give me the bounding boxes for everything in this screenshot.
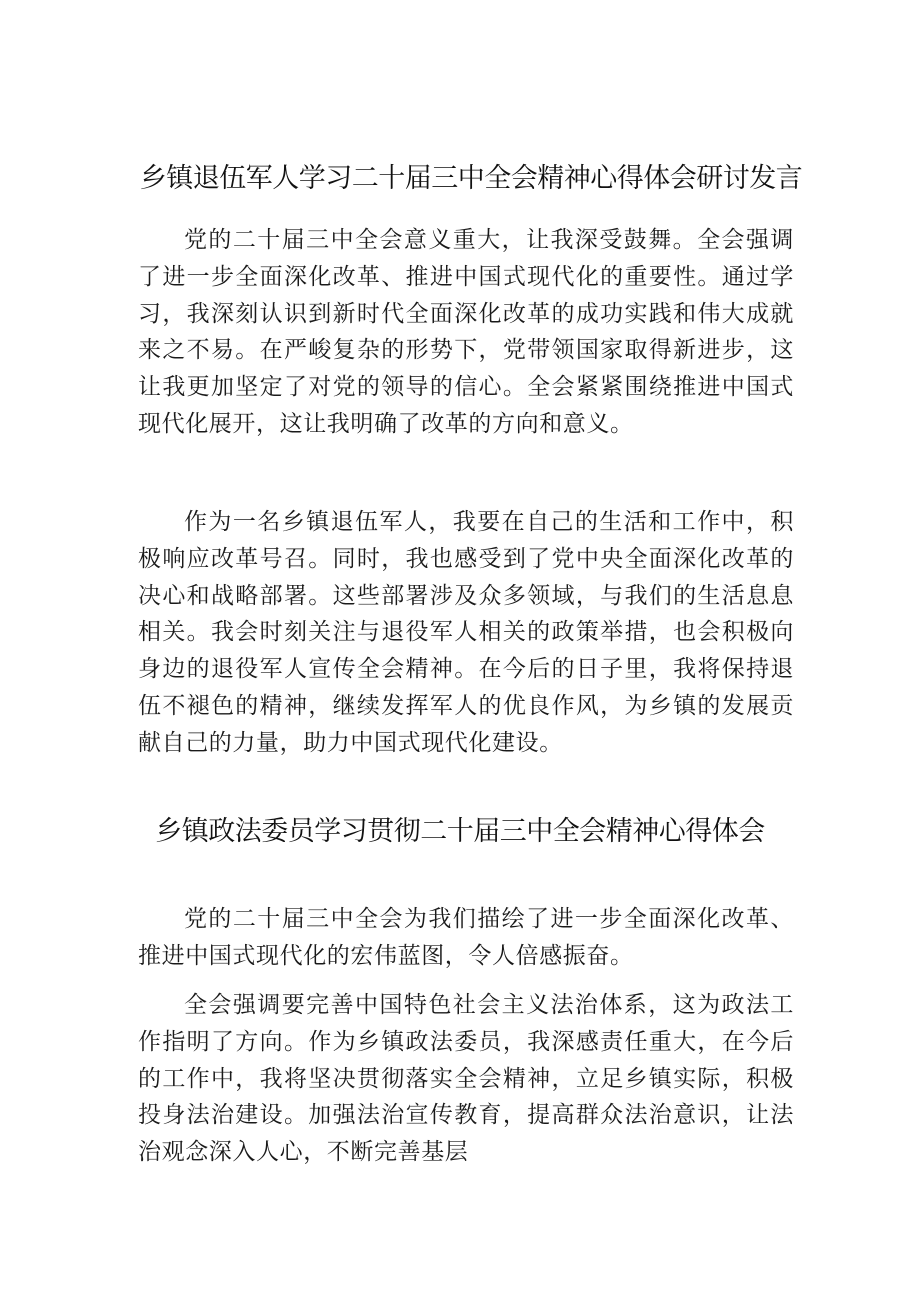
article-2-paragraph-2: 全会强调要完善中国特色社会主义法治体系，这为政法工作指明了方向。作为乡镇政法委员，我深感责任重大，在今后的工作中，我将坚决贯彻落实全会精神，立足乡镇实际，积极投身法治建设。加强法治宣传教育，提高群众法治意识，让法治观念深入人心，不断完善基层 [138,992,794,1166]
article-1-title: 乡镇退伍军人学习二十届三中全会精神心得体会研讨发言 [139,163,803,194]
article-1-paragraph-2: 作为一名乡镇退伍军人，我要在自己的生活和工作中，积极响应改革号召。同时，我也感受到了党中央全面深化改革的决心和战略部署。这些部署涉及众多领域，与我们的生活息息相关。我会时刻关注与退役军人相关的政策举措，也会积极向身边的退役军人宣传全会精神。在今后的日子里，我将保持退伍不褪色的精神，继续发挥军人的优良作风，为乡镇的发展贡献自己的力量，助力中国式现代化建设。 [138,509,794,756]
article-2-paragraph-1: 党的二十届三中全会为我们描绘了进一步全面深化改革、推进中国式现代化的宏伟蓝图，令人倍感振奋。 [138,906,794,969]
article-1-paragraph-1: 党的二十届三中全会意义重大，让我深受鼓舞。全会强调了进一步全面深化改革、推进中国式现代化的重要性。通过学习，我深刻认识到新时代全面深化改革的成功实践和伟大成就来之不易。在严峻复杂的形势下，党带领国家取得新进步，这让我更加坚定了对党的领导的信心。全会紧紧围绕推进中国式现代化展开，这让我明确了改革的方向和意义。 [138,227,794,437]
article-2-title: 乡镇政法委员学习贯彻二十届三中全会精神心得体会 [155,816,765,847]
